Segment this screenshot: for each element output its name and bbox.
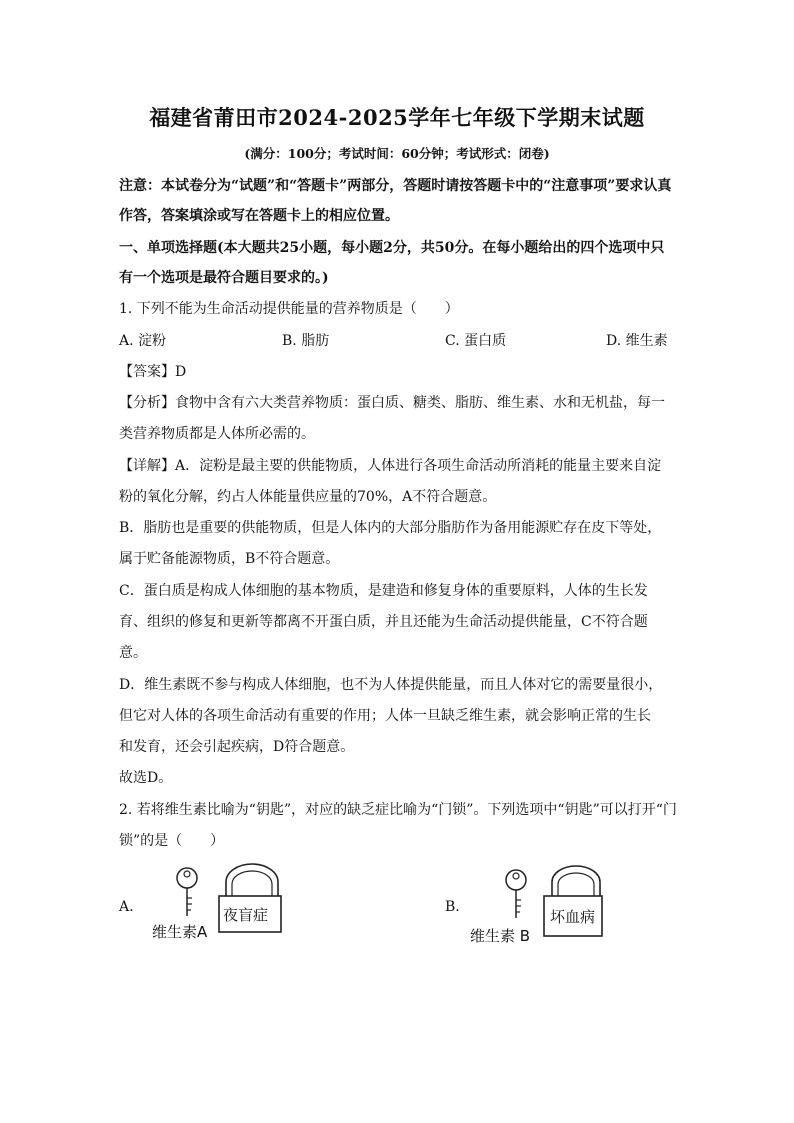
q1-detail-line: 育、组织的修复和更新等都离不开蛋白质，并且还能为生命活动提供能量，C不符合题 [119,614,648,630]
q1-detail-line: C．蛋白质是构成人体细胞的基本物质，是建造和修复身体的重要原料，人体的生长发 [119,583,648,599]
q1-option-d: D. 维生素 [606,333,668,349]
q1-detail-line: 和发育，还会引起疾病，D符合题意。 [119,739,355,755]
key-label-b: 维生素 B [470,927,531,945]
question-1-stem: 1. 下列不能为生命活动提供能量的营养物质是（ ） [119,301,459,317]
q1-detail-line: 粉的氧化分解，约占人体能量供应量的70%，A不符合题意。 [119,489,497,505]
q1-option-b: B. 脂肪 [282,333,330,349]
exam-info: (满分：100分；考试时间：60分钟；考试形式：闭卷) [244,146,550,161]
section-heading-line-1: 一、单项选择题(本大题共25小题，每小题2分，共50分。在每小题给出的四个选项中只 [119,240,665,256]
q2-option-a-label: A. [119,899,134,915]
notice-line-1: 注意：本试卷分为“试题”和“答题卡”两部分，答题时请按答题卡中的“注意事项”要求认真 [119,178,672,194]
notice-line-2: 作答，答案填涂或写在答题卡上的相应位置。 [119,208,399,224]
q1-detail-line: 但它对人体的各项生命活动有重要的作用；人体一旦缺乏维生素，就会影响正常的生长 [119,708,651,724]
q1-detail-line: 意。 [119,645,147,661]
q1-option-a: A. 淀粉 [119,333,167,349]
q1-detail-line: 属于贮备能源物质，B不符合题意。 [119,551,340,567]
q1-detail-line: B．脂肪也是重要的供能物质，但是人体内的大部分脂肪作为备用能源贮存在皮下等处， [119,520,662,536]
q2-option-b-label: B. [445,899,460,915]
q1-answer: 【答案】D [119,364,187,380]
key-label-a: 维生素A [152,923,208,941]
q1-detail-line: 故选D。 [119,770,173,786]
question-2-stem-line-1: 2. 若将维生素比喻为“钥匙”，对应的缺乏症比喻为“门锁”。下列选项中“钥匙”可以打开“门 [119,802,677,818]
q1-detail-line: 【详解】A．淀粉是最主要的供能物质，人体进行各项生命活动所消耗的能量主要来自淀 [119,458,662,474]
section-heading-line-2: 有一个选项是最符合题目要求的。) [119,270,329,286]
key-icon [177,868,197,916]
q1-analysis-line-1: 【分析】食物中含有六大类营养物质：蛋白质、糖类、脂肪、维生素、水和无机盐，每一 [119,395,665,411]
question-2-stem-line-2: 锁”的是（ ） [119,833,225,849]
lock-label-a: 夜盲症 [223,906,269,924]
key-icon [506,870,526,918]
q1-detail-line: D．维生素既不参与构成人体细胞，也不为人体提供能量，而且人体对它的需要量很小， [119,677,663,693]
lock-label-b: 坏血病 [550,908,596,926]
q1-option-c: C. 蛋白质 [445,333,507,349]
page-title: 福建省莆田市2024-2025学年七年级下学期末试题 [149,105,645,130]
q1-analysis-line-2: 类营养物质都是人体所必需的。 [119,426,315,442]
